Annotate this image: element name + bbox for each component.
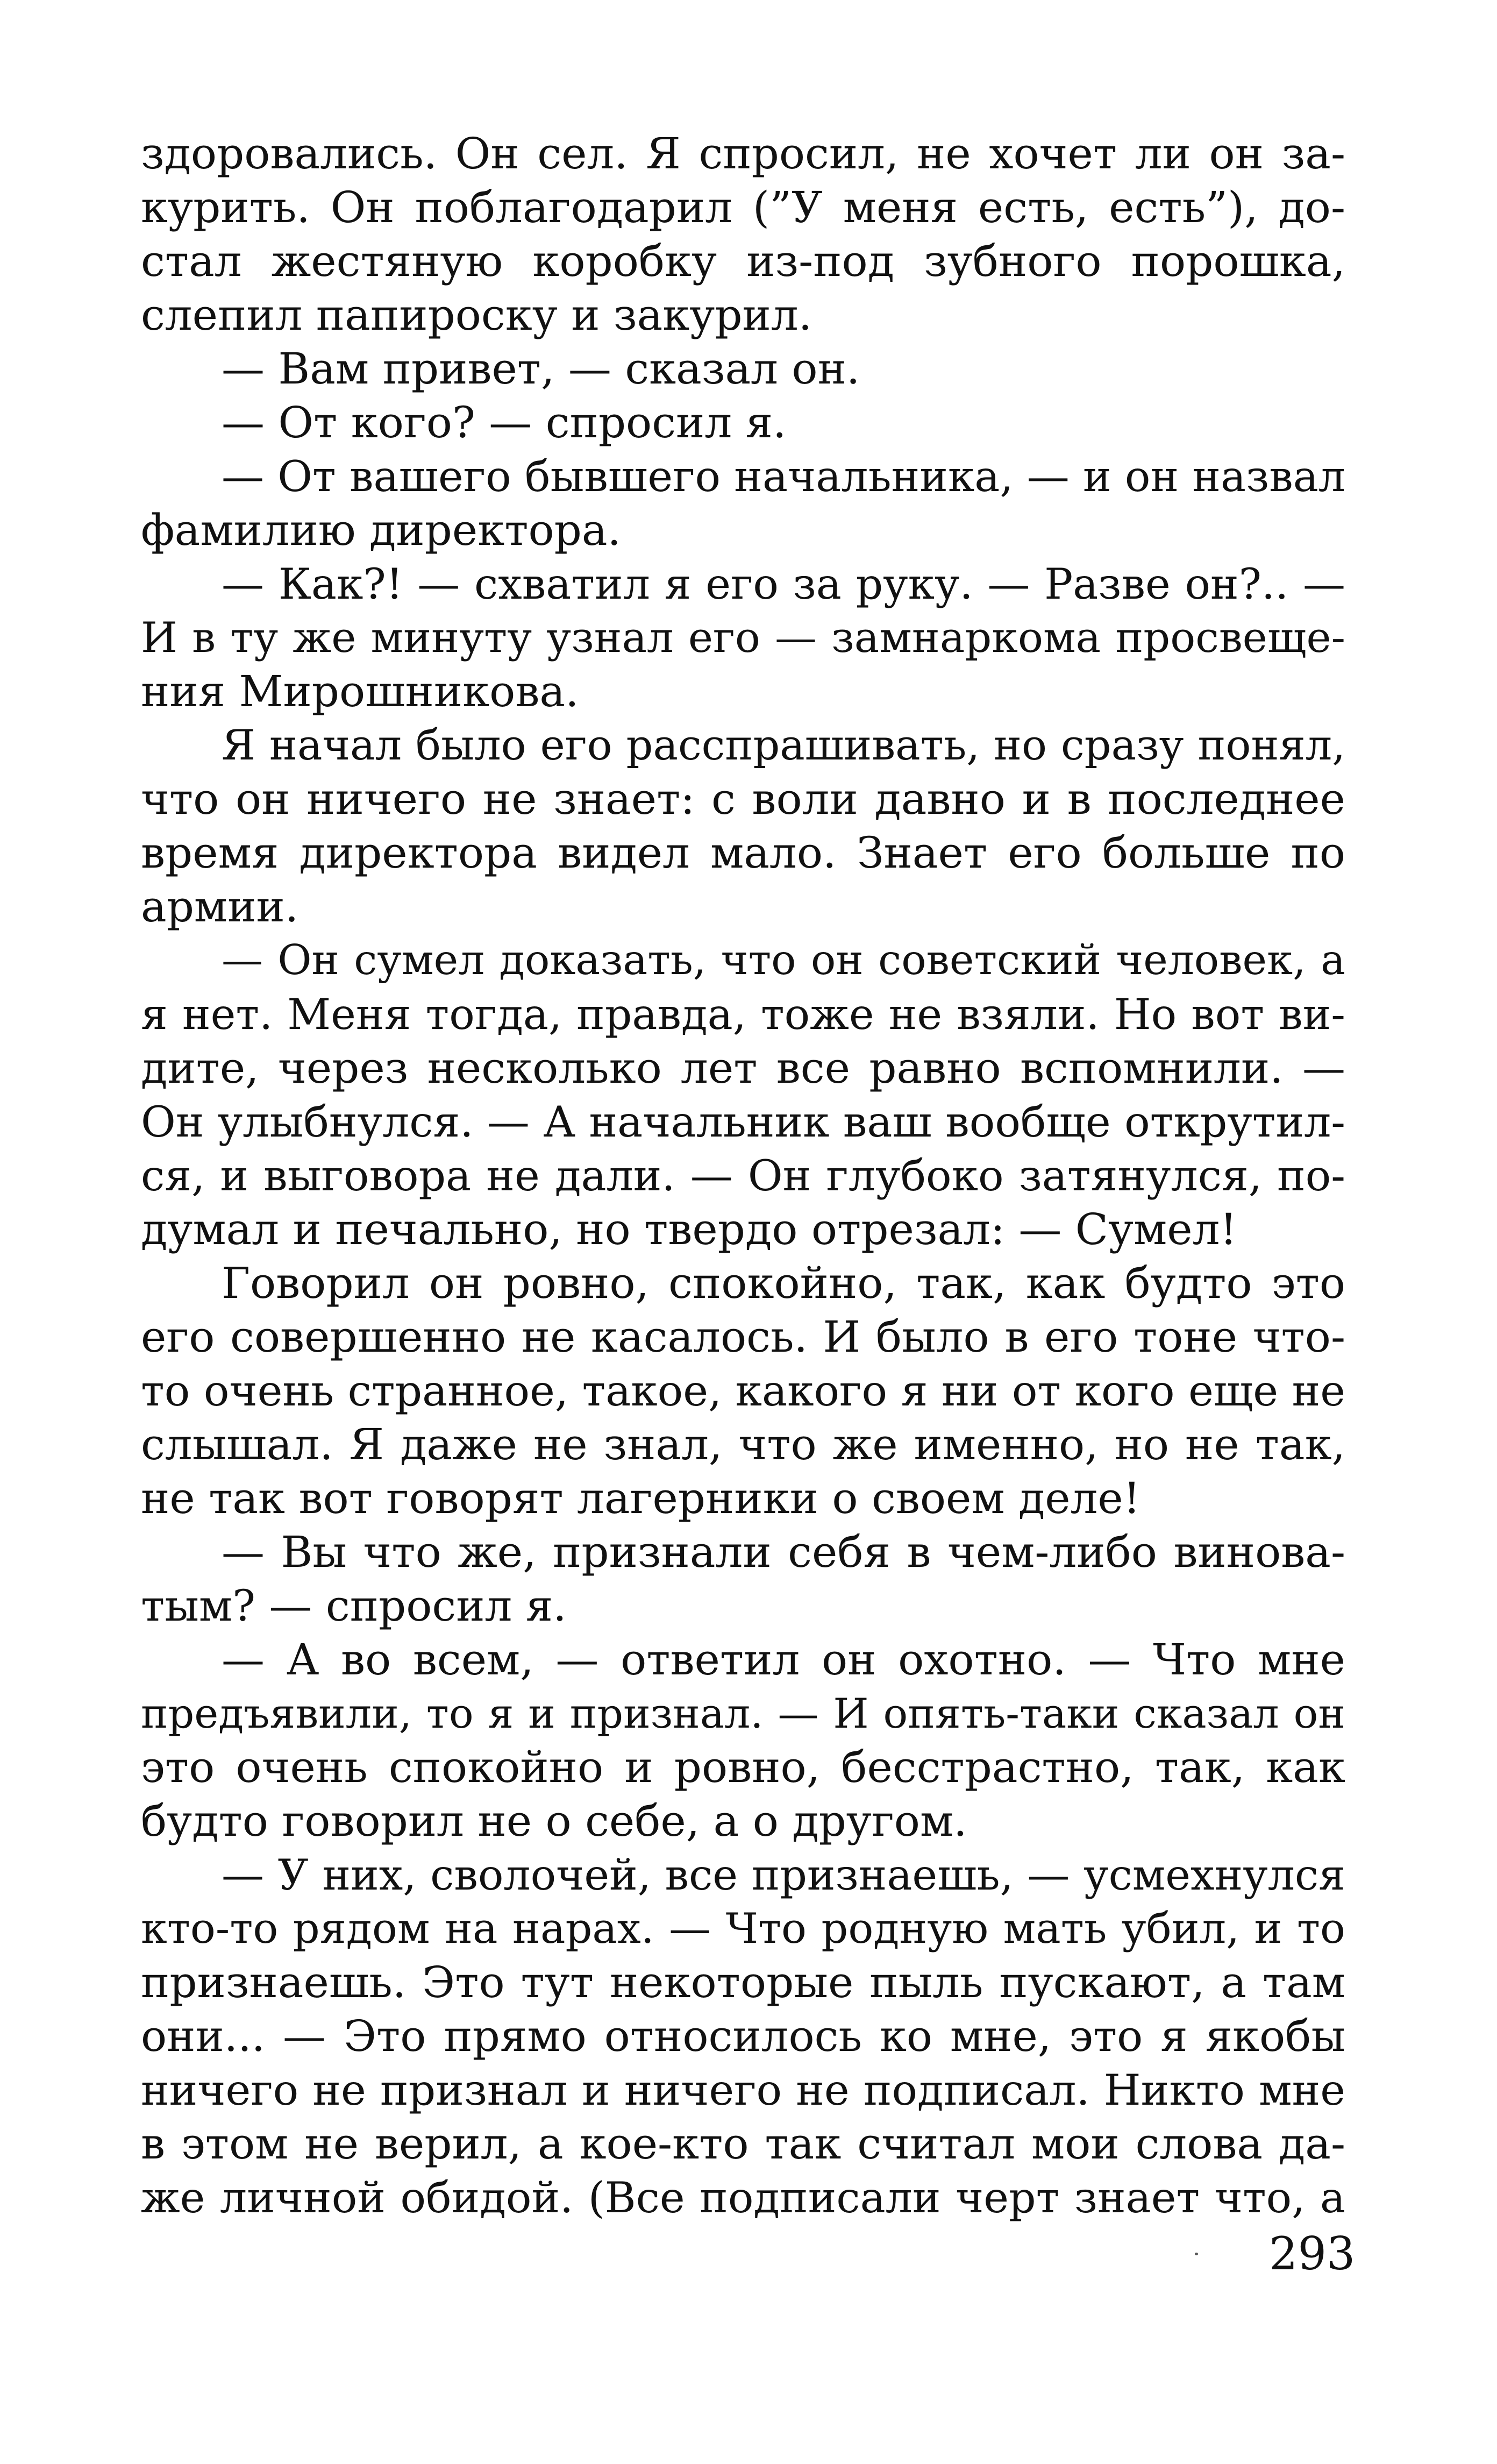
text-line: не так вот говорят лагерники о своем деле! bbox=[141, 1473, 1140, 1523]
text-line: время директора видел мало. Знает его больше по bbox=[141, 828, 1345, 878]
text-line: — От кого? — спросил я. bbox=[222, 397, 787, 448]
page-body bbox=[141, 127, 1345, 2225]
text-line: И в ту же минуту узнал его — замнаркома просвеще- bbox=[141, 614, 1345, 662]
text-line: слышал. Я даже не знал, что же именно, но не так, bbox=[141, 1419, 1345, 1469]
text-line: — Как?! — схватил я его за руку. — Разве он?.. — bbox=[222, 559, 1345, 609]
text-line: дите, через несколько лет все равно вспомнили. — bbox=[141, 1043, 1345, 1093]
text-line: в этом не верил, а кое-кто так считал мои слова да- bbox=[141, 2119, 1345, 2169]
text-line: ничего не признал и ничего не подписал. Никто мне bbox=[141, 2065, 1345, 2115]
text-line: — А во всем, — ответил он охотно. — Что мне bbox=[222, 1635, 1345, 1685]
text-line: — Вы что же, признали себя в чем-либо винова- bbox=[222, 1527, 1345, 1577]
text-line: ния Мирошникова. bbox=[141, 666, 579, 716]
text-line: будто говорил не о себе, а о другом. bbox=[141, 1796, 967, 1846]
text-line: думал и печально, но твердо отрезал: — Сумел! bbox=[141, 1204, 1237, 1254]
text-line: я нет. Меня тогда, правда, тоже не взяли. Но вот ви- bbox=[141, 990, 1345, 1039]
text-line: Я начал было его расспрашивать, но сразу понял, bbox=[222, 721, 1345, 770]
text-line: что он ничего не знает: с воли давно и в последнее bbox=[141, 774, 1345, 824]
text-line: — У них, сволочей, все признаешь, — усмехнулся bbox=[222, 1850, 1345, 1900]
text-line: предъявили, то я и признал. — И опять-таки сказал он bbox=[141, 1689, 1345, 1737]
text-line: кто-то рядом на нарах. — Что родную мать убил, и то bbox=[141, 1905, 1345, 1953]
text-line: тым? — спросил я. bbox=[141, 1581, 567, 1631]
text-line: Он улыбнулся. — А начальник ваш вообще открутил- bbox=[141, 1097, 1345, 1147]
print-speck bbox=[1195, 2253, 1198, 2255]
text-line: ся, и выговора не дали. — Он глубоко затянулся, по- bbox=[141, 1151, 1345, 1201]
text-line: — Вам привет, — сказал он. bbox=[222, 344, 860, 394]
text-line: стал жестяную коробку из-под зубного порошка, bbox=[141, 236, 1345, 286]
text-line: же личной обидой. (Все подписали черт знает что, а bbox=[141, 2173, 1345, 2222]
text-line: это очень спокойно и ровно, бесстрастно, так, как bbox=[141, 1742, 1345, 1792]
page-number: 293 bbox=[1269, 2227, 1356, 2280]
text-line: то очень странное, такое, какого я ни от кого еще не bbox=[141, 1366, 1345, 1416]
text-line: здоровались. Он сел. Я спросил, не хочет ли он за- bbox=[141, 129, 1345, 179]
text-line: Говорил он ровно, спокойно, так, как будто это bbox=[222, 1258, 1345, 1308]
text-line: признаешь. Это тут некоторые пыль пускают, а там bbox=[141, 1957, 1345, 2007]
text-line: они... — Это прямо относилось ко мне, это я якобы bbox=[141, 2011, 1345, 2061]
text-line: — Он сумел доказать, что он советский человек, а bbox=[222, 936, 1345, 984]
text-line: — От вашего бывшего начальника, — и он назвал bbox=[222, 452, 1345, 501]
text-line: фамилию директора. bbox=[141, 505, 621, 555]
text-line: курить. Он поблагодарил (”У меня есть, есть”), до- bbox=[141, 182, 1345, 232]
text-line: армии. bbox=[141, 882, 299, 932]
text-line: слепил папироску и закурил. bbox=[141, 290, 812, 340]
text-line: его совершенно не касалось. И было в его тоне что- bbox=[141, 1312, 1345, 1362]
